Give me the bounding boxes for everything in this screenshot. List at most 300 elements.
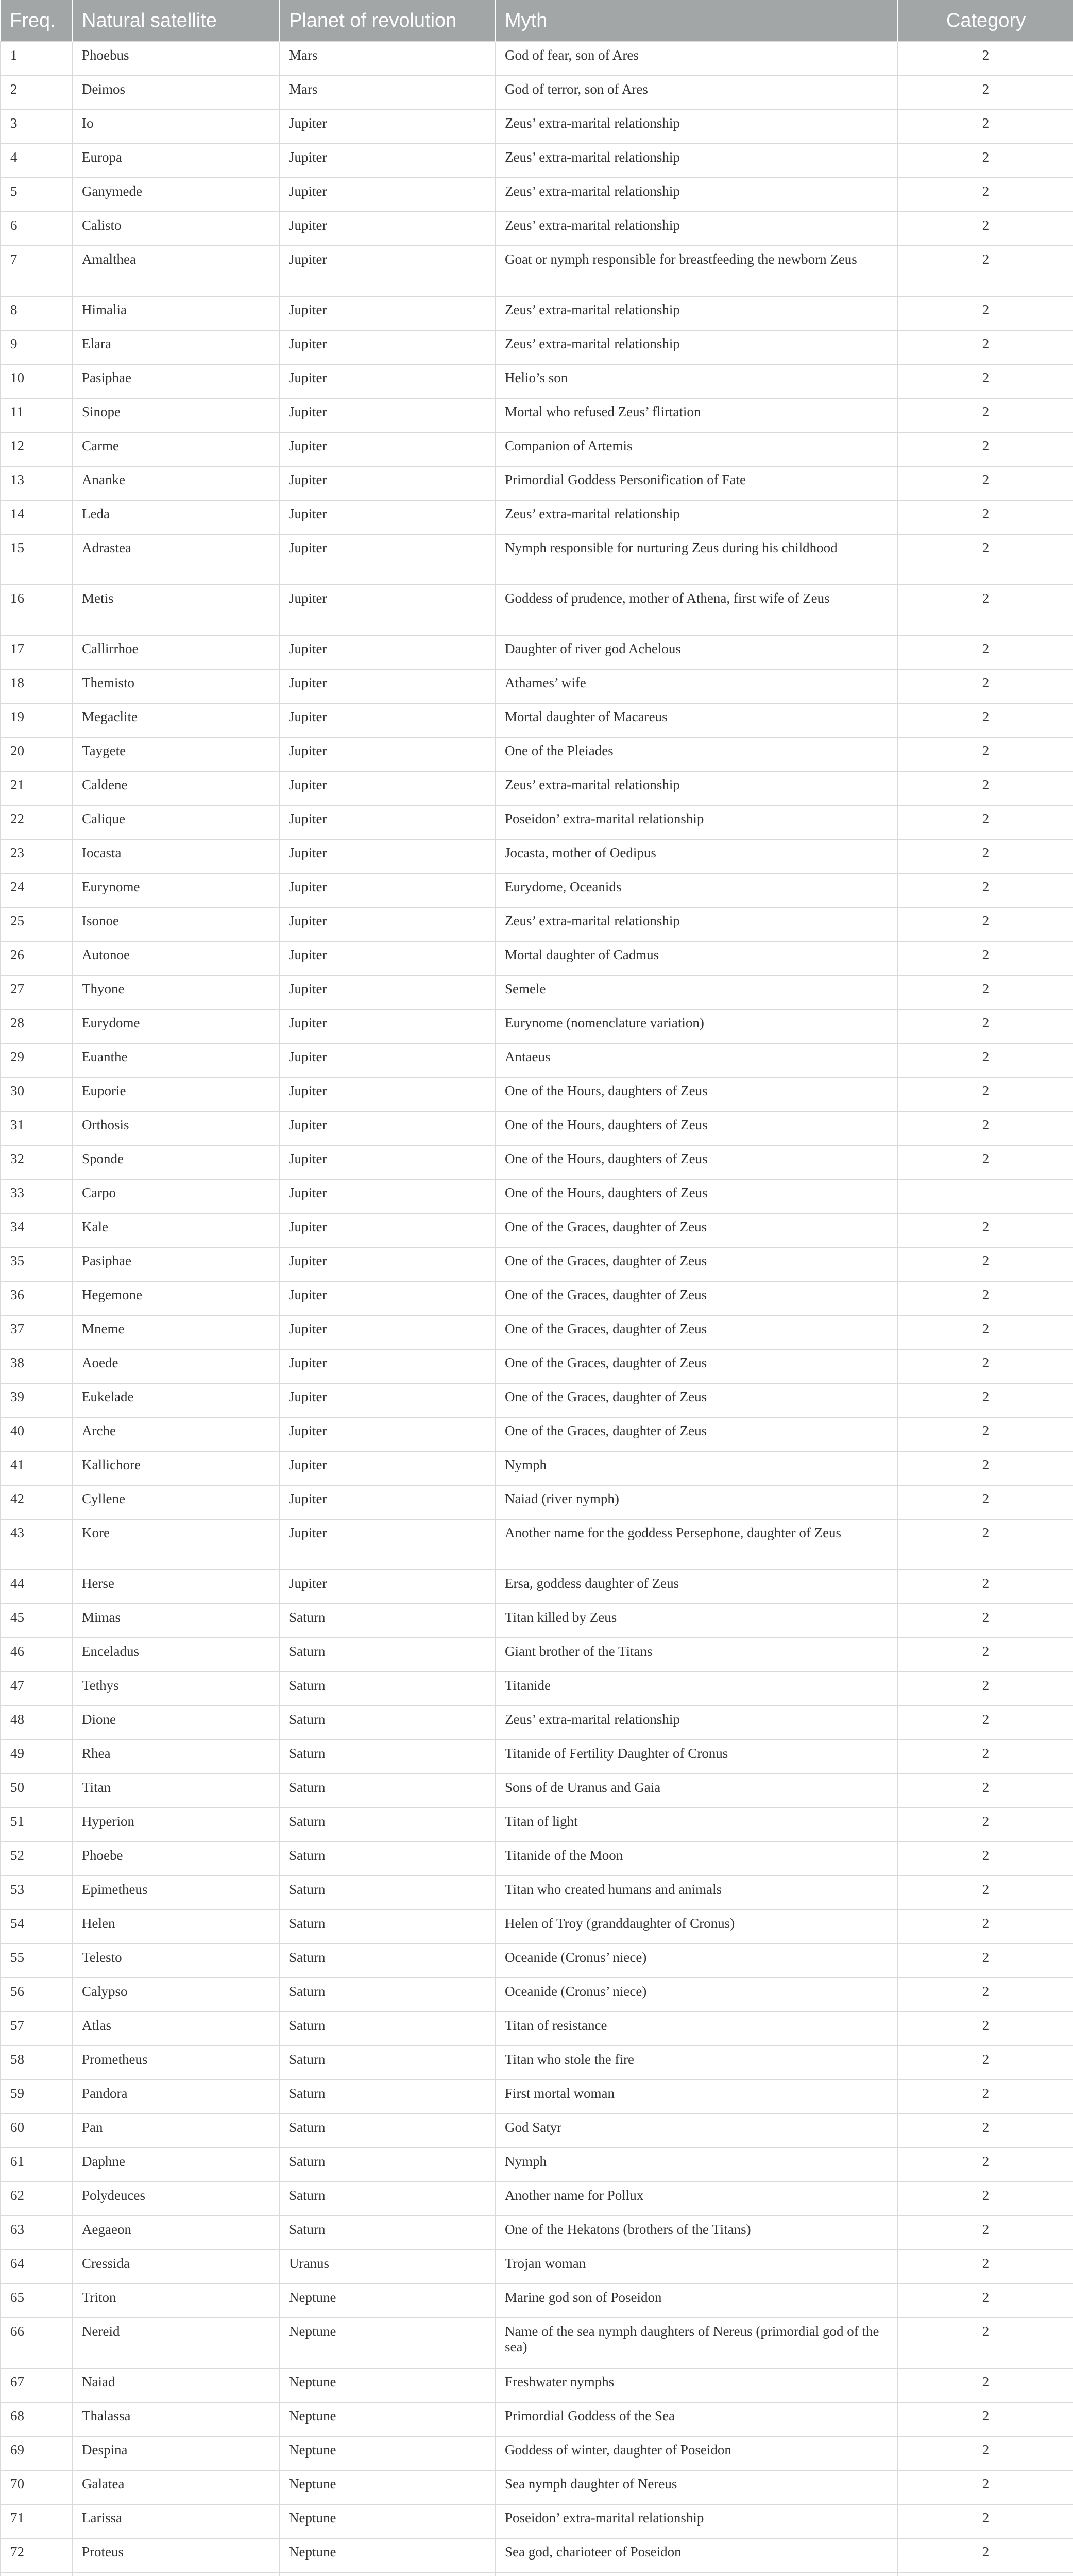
cell-freq: 58 bbox=[1, 2046, 72, 2080]
cell-category: 2 bbox=[898, 296, 1073, 330]
cell-planet: Neptune bbox=[279, 2436, 495, 2470]
cell-satellite: Hyperion bbox=[72, 1808, 279, 1842]
cell-planet: Jupiter bbox=[279, 585, 495, 635]
cell-freq: 28 bbox=[1, 1009, 72, 1043]
cell-myth: Ersa, goddess daughter of Zeus bbox=[495, 1570, 898, 1604]
cell-myth: Antaeus bbox=[495, 1043, 898, 1077]
cell-myth: Sea nymph daughter of Nereus bbox=[495, 2470, 898, 2504]
cell-category: 2 bbox=[898, 1009, 1073, 1043]
cell-freq: 49 bbox=[1, 1740, 72, 1774]
cell-freq: 41 bbox=[1, 1451, 72, 1485]
cell-myth: Companion of Artemis bbox=[495, 432, 898, 466]
cell-category: 2 bbox=[898, 1451, 1073, 1485]
cell-myth: Mortal daughter of Cadmus bbox=[495, 941, 898, 975]
cell-myth: Eurydome, Oceanids bbox=[495, 873, 898, 907]
table-row bbox=[1, 1706, 1073, 1740]
cell-myth: Mortal who refused Zeus’ flirtation bbox=[495, 398, 898, 432]
cell-category: 2 bbox=[898, 2046, 1073, 2080]
cell-category: 2 bbox=[898, 1077, 1073, 1111]
cell-myth: Helio’s son bbox=[495, 364, 898, 398]
cell-myth: Giant brother of the Titans bbox=[495, 1638, 898, 1672]
cell-planet: Jupiter bbox=[279, 110, 495, 144]
cell-freq: 16 bbox=[1, 585, 72, 635]
cell-satellite: Triton bbox=[72, 2284, 279, 2318]
cell-satellite: Deimos bbox=[72, 76, 279, 110]
table-row bbox=[1, 76, 1073, 110]
cell-planet: Saturn bbox=[279, 1978, 495, 2012]
cell-freq: 13 bbox=[1, 466, 72, 500]
cell-category: 2 bbox=[898, 669, 1073, 703]
cell-planet: Jupiter bbox=[279, 178, 495, 212]
cell-myth: One of the Graces, daughter of Zeus bbox=[495, 1349, 898, 1383]
cell-category: 2 bbox=[898, 1349, 1073, 1383]
table-row bbox=[1, 1213, 1073, 1247]
cell-satellite: Elara bbox=[72, 330, 279, 364]
cell-satellite: Larissa bbox=[72, 2504, 279, 2538]
cell-category: 2 bbox=[898, 975, 1073, 1009]
header-natural-satellite: Natural satellite bbox=[72, 0, 279, 42]
cell-satellite: Pandora bbox=[72, 2080, 279, 2114]
cell-freq: 2 bbox=[1, 76, 72, 110]
cell-satellite: Eurydome bbox=[72, 1009, 279, 1043]
cell-myth: Titan who stole the fire bbox=[495, 2046, 898, 2080]
table-row bbox=[1, 1179, 1073, 1213]
cell-satellite: Sinope bbox=[72, 398, 279, 432]
cell-satellite: Hegemone bbox=[72, 1281, 279, 1315]
cell-satellite: Ananke bbox=[72, 466, 279, 500]
cell-category: 2 bbox=[898, 330, 1073, 364]
cell-satellite: Titan bbox=[72, 1774, 279, 1808]
cell-planet: Jupiter bbox=[279, 466, 495, 500]
cell-planet: Jupiter bbox=[279, 805, 495, 839]
cell-category: 2 bbox=[898, 212, 1073, 246]
cell-freq: 40 bbox=[1, 1417, 72, 1451]
cell-satellite: Caldene bbox=[72, 771, 279, 805]
table-row bbox=[1, 1485, 1073, 1519]
cell-category: 2 bbox=[898, 2402, 1073, 2436]
cell-myth: Another name for Pollux bbox=[495, 2182, 898, 2216]
table-row bbox=[1, 2046, 1073, 2080]
table-row bbox=[1, 2284, 1073, 2318]
cell-planet: Jupiter bbox=[279, 1519, 495, 1570]
cell-satellite: Polydeuces bbox=[72, 2182, 279, 2216]
cell-planet: Jupiter bbox=[279, 330, 495, 364]
cell-satellite: Tethys bbox=[72, 1672, 279, 1706]
cell-satellite: Thyone bbox=[72, 975, 279, 1009]
table-row bbox=[1, 2504, 1073, 2538]
cell-freq: 48 bbox=[1, 1706, 72, 1740]
cell-satellite: Pasiphae bbox=[72, 1247, 279, 1281]
table-row bbox=[1, 1570, 1073, 1604]
cell-freq: 30 bbox=[1, 1077, 72, 1111]
cell-planet: Mars bbox=[279, 42, 495, 76]
cell-planet: Jupiter bbox=[279, 1383, 495, 1417]
cell-satellite: Kale bbox=[72, 1213, 279, 1247]
cell-planet: Saturn bbox=[279, 1910, 495, 1944]
table-row bbox=[1, 771, 1073, 805]
table-row bbox=[1, 1247, 1073, 1281]
cell-satellite: Helen bbox=[72, 1910, 279, 1944]
cell-category: 2 bbox=[898, 246, 1073, 296]
cell-satellite: Eurynome bbox=[72, 873, 279, 907]
cell-category: 2 bbox=[898, 2538, 1073, 2572]
cell-myth: Zeus’ extra-marital relationship bbox=[495, 110, 898, 144]
table-row bbox=[1, 2012, 1073, 2046]
cell-freq: 10 bbox=[1, 364, 72, 398]
cell-planet: Saturn bbox=[279, 1944, 495, 1978]
cell-myth: Titan of light bbox=[495, 1808, 898, 1842]
cell-category: 2 bbox=[898, 1417, 1073, 1451]
table-row bbox=[1, 585, 1073, 635]
header-row bbox=[1, 0, 1073, 42]
cell-category: 2 bbox=[898, 1281, 1073, 1315]
cell-freq: 66 bbox=[1, 2318, 72, 2368]
header-category: Category bbox=[898, 0, 1073, 42]
table-row bbox=[1, 1944, 1073, 1978]
cell-satellite: Aoede bbox=[72, 1349, 279, 1383]
cell-satellite: Carme bbox=[72, 432, 279, 466]
table-row bbox=[1, 805, 1073, 839]
cell-myth: Eurynome (nomenclature variation) bbox=[495, 1009, 898, 1043]
cell-planet: Jupiter bbox=[279, 1281, 495, 1315]
table-row bbox=[1, 907, 1073, 941]
cell-freq: 9 bbox=[1, 330, 72, 364]
cell-satellite: Phoebus bbox=[72, 42, 279, 76]
cell-freq: 61 bbox=[1, 2148, 72, 2182]
cell-freq: 6 bbox=[1, 212, 72, 246]
cell-category: 2 bbox=[898, 1604, 1073, 1638]
cell-category: 2 bbox=[898, 1145, 1073, 1179]
cell-freq: 24 bbox=[1, 873, 72, 907]
cell-freq: 18 bbox=[1, 669, 72, 703]
cell-planet: Jupiter bbox=[279, 1417, 495, 1451]
cell-myth: Zeus’ extra-marital relationship bbox=[495, 144, 898, 178]
cell-satellite: Euporie bbox=[72, 1077, 279, 1111]
cell-planet: Jupiter bbox=[279, 1009, 495, 1043]
cell-myth: Nymph bbox=[495, 2148, 898, 2182]
table-row bbox=[1, 2148, 1073, 2182]
cell-planet: Jupiter bbox=[279, 1213, 495, 1247]
cell-myth: Name of the sea nymph daughters of Nereus (primordial god of the sea) bbox=[495, 2318, 898, 2368]
cell-freq: 37 bbox=[1, 1315, 72, 1349]
cell-freq: 53 bbox=[1, 1876, 72, 1910]
cell-freq: 65 bbox=[1, 2284, 72, 2318]
table-header bbox=[1, 0, 1073, 42]
cell-myth: Another name for the goddess Persephone, daughter of Zeus bbox=[495, 1519, 898, 1570]
table-row bbox=[1, 737, 1073, 771]
cell-planet: Saturn bbox=[279, 1842, 495, 1876]
cell-freq: 47 bbox=[1, 1672, 72, 1706]
cell-freq: 56 bbox=[1, 1978, 72, 2012]
cell-planet: Mars bbox=[279, 76, 495, 110]
cell-category: 2 bbox=[898, 1876, 1073, 1910]
table-row bbox=[1, 2250, 1073, 2284]
table-row bbox=[1, 432, 1073, 466]
cell-category: 2 bbox=[898, 1978, 1073, 2012]
cell-planet: Jupiter bbox=[279, 839, 495, 873]
cell-freq: 45 bbox=[1, 1604, 72, 1638]
cell-myth: One of the Graces, daughter of Zeus bbox=[495, 1281, 898, 1315]
cell-freq: 54 bbox=[1, 1910, 72, 1944]
cell-myth: Zeus’ extra-marital relationship bbox=[495, 907, 898, 941]
cell-myth: God of fear, son of Ares bbox=[495, 42, 898, 76]
cell-category: 2 bbox=[898, 2182, 1073, 2216]
cell-myth: Titan who created humans and animals bbox=[495, 1876, 898, 1910]
table-row bbox=[1, 2114, 1073, 2148]
table-row bbox=[1, 1672, 1073, 1706]
cell-myth: God of terror, son of Ares bbox=[495, 76, 898, 110]
cell-category: 2 bbox=[898, 839, 1073, 873]
cell-satellite: Io bbox=[72, 110, 279, 144]
cell-satellite: Mneme bbox=[72, 1315, 279, 1349]
cell-category: 2 bbox=[898, 500, 1073, 534]
cell-category: 2 bbox=[898, 2470, 1073, 2504]
table-row bbox=[1, 1111, 1073, 1145]
cell-planet: Saturn bbox=[279, 2012, 495, 2046]
cell-myth: One of the Hours, daughters of Zeus bbox=[495, 1111, 898, 1145]
cell-freq: 3 bbox=[1, 110, 72, 144]
table-row bbox=[1, 1043, 1073, 1077]
cell-freq: 17 bbox=[1, 635, 72, 669]
cell-freq: 22 bbox=[1, 805, 72, 839]
table-row bbox=[1, 42, 1073, 76]
cell-satellite: Naiad bbox=[72, 2368, 279, 2402]
cell-category: 2 bbox=[898, 1247, 1073, 1281]
cell-satellite: Kallichore bbox=[72, 1451, 279, 1485]
cell-myth: Titanide of Fertility Daughter of Cronus bbox=[495, 1740, 898, 1774]
cell-satellite: Metis bbox=[72, 585, 279, 635]
table-row bbox=[1, 2538, 1073, 2572]
cell-category: 2 bbox=[898, 2114, 1073, 2148]
table-row bbox=[1, 839, 1073, 873]
cell-satellite: Despina bbox=[72, 2436, 279, 2470]
cell-freq: 39 bbox=[1, 1383, 72, 1417]
table-row bbox=[1, 246, 1073, 296]
cell-category: 2 bbox=[898, 2012, 1073, 2046]
table-row bbox=[1, 1281, 1073, 1315]
cell-planet: Jupiter bbox=[279, 1145, 495, 1179]
cell-category: 2 bbox=[898, 2148, 1073, 2182]
cell-freq: 70 bbox=[1, 2470, 72, 2504]
cell-satellite: Iocasta bbox=[72, 839, 279, 873]
table-row bbox=[1, 1349, 1073, 1383]
table-row bbox=[1, 296, 1073, 330]
cell-satellite: Europa bbox=[72, 144, 279, 178]
table-row bbox=[1, 1383, 1073, 1417]
cell-satellite: Himalia bbox=[72, 296, 279, 330]
cell-planet: Saturn bbox=[279, 2046, 495, 2080]
cell-planet: Saturn bbox=[279, 1808, 495, 1842]
cell-freq: 46 bbox=[1, 1638, 72, 1672]
cell-category: 2 bbox=[898, 1706, 1073, 1740]
cell-category: 2 bbox=[898, 1672, 1073, 1706]
cell-category: 2 bbox=[898, 1315, 1073, 1349]
cell-myth: One of the Graces, daughter of Zeus bbox=[495, 1383, 898, 1417]
cell-category: 2 bbox=[898, 432, 1073, 466]
cell-satellite: Sponde bbox=[72, 1145, 279, 1179]
header-myth: Myth bbox=[495, 0, 898, 42]
table-row bbox=[1, 398, 1073, 432]
cell-planet: Jupiter bbox=[279, 1111, 495, 1145]
table-row bbox=[1, 1740, 1073, 1774]
cell-planet: Jupiter bbox=[279, 669, 495, 703]
cell-category: 2 bbox=[898, 364, 1073, 398]
cell-planet: Saturn bbox=[279, 1876, 495, 1910]
cell-planet: Jupiter bbox=[279, 364, 495, 398]
cell-freq: 31 bbox=[1, 1111, 72, 1145]
cell-planet: Jupiter bbox=[279, 737, 495, 771]
cell-category: 2 bbox=[898, 144, 1073, 178]
cell-planet: Jupiter bbox=[279, 907, 495, 941]
cell-satellite: Eukelade bbox=[72, 1383, 279, 1417]
cell-freq: 59 bbox=[1, 2080, 72, 2114]
cell-myth: Semele bbox=[495, 975, 898, 1009]
cell-category: 2 bbox=[898, 585, 1073, 635]
cell-myth: Athames’ wife bbox=[495, 669, 898, 703]
cell-category bbox=[898, 1179, 1073, 1213]
cell-myth: Zeus’ extra-marital relationship bbox=[495, 771, 898, 805]
table-row bbox=[1, 1009, 1073, 1043]
cell-freq: 64 bbox=[1, 2250, 72, 2284]
cell-satellite: Calique bbox=[72, 805, 279, 839]
cell-myth: One of the Graces, daughter of Zeus bbox=[495, 1417, 898, 1451]
cell-freq: 69 bbox=[1, 2436, 72, 2470]
cell-myth: Jocasta, mother of Oedipus bbox=[495, 839, 898, 873]
cell-myth: One of the Graces, daughter of Zeus bbox=[495, 1315, 898, 1349]
cell-satellite: Dione bbox=[72, 1706, 279, 1740]
cell-satellite: Euanthe bbox=[72, 1043, 279, 1077]
cell-satellite: Epimetheus bbox=[72, 1876, 279, 1910]
cell-satellite: Ganymede bbox=[72, 178, 279, 212]
cell-myth: One of the Hekatons (brothers of the Titans) bbox=[495, 2216, 898, 2250]
cell-category: 2 bbox=[898, 2318, 1073, 2368]
cell-satellite: Cyllene bbox=[72, 1485, 279, 1519]
cell-freq: 36 bbox=[1, 1281, 72, 1315]
cell-category: 2 bbox=[898, 805, 1073, 839]
cell-planet: Saturn bbox=[279, 1706, 495, 1740]
cell-freq: 7 bbox=[1, 246, 72, 296]
cell-planet: Jupiter bbox=[279, 975, 495, 1009]
cell-myth: One of the Hours, daughters of Zeus bbox=[495, 1077, 898, 1111]
cell-planet: Jupiter bbox=[279, 873, 495, 907]
cell-planet: Jupiter bbox=[279, 1179, 495, 1213]
cell-myth: Titanide of the Moon bbox=[495, 1842, 898, 1876]
cell-planet: Saturn bbox=[279, 1672, 495, 1706]
cell-satellite: Leda bbox=[72, 500, 279, 534]
cell-planet: Neptune bbox=[279, 2284, 495, 2318]
cell-planet: Saturn bbox=[279, 2216, 495, 2250]
cell-freq: 38 bbox=[1, 1349, 72, 1383]
cell-satellite: Carpo bbox=[72, 1179, 279, 1213]
cell-myth bbox=[495, 2572, 898, 2576]
cell-satellite: Megaclite bbox=[72, 703, 279, 737]
cell-category: 2 bbox=[898, 2368, 1073, 2402]
table-row bbox=[1, 2402, 1073, 2436]
cell-satellite: Nereid bbox=[72, 2318, 279, 2368]
table-row bbox=[1, 1315, 1073, 1349]
table-row bbox=[1, 466, 1073, 500]
cell-planet: Neptune bbox=[279, 2504, 495, 2538]
cell-category: 2 bbox=[898, 178, 1073, 212]
table-row bbox=[1, 703, 1073, 737]
cell-freq: 23 bbox=[1, 839, 72, 873]
cell-myth: Primordial Goddess Personification of Fate bbox=[495, 466, 898, 500]
cell-satellite: Isonoe bbox=[72, 907, 279, 941]
cell-category: 2 bbox=[898, 1944, 1073, 1978]
cell-planet: Uranus bbox=[279, 2250, 495, 2284]
cell-satellite: Herse bbox=[72, 1570, 279, 1604]
cell-satellite: Orthosis bbox=[72, 1111, 279, 1145]
table-row bbox=[1, 1638, 1073, 1672]
cell-myth: Sea god, charioteer of Poseidon bbox=[495, 2538, 898, 2572]
cell-myth: Zeus’ extra-marital relationship bbox=[495, 212, 898, 246]
table-row bbox=[1, 2182, 1073, 2216]
table-row bbox=[1, 1842, 1073, 1876]
cell-category: 2 bbox=[898, 941, 1073, 975]
cell-satellite: Galatea bbox=[72, 2470, 279, 2504]
cell-satellite: Kore bbox=[72, 1519, 279, 1570]
cell-freq bbox=[1, 2572, 72, 2576]
cell-satellite: Calypso bbox=[72, 1978, 279, 2012]
cell-myth: First mortal woman bbox=[495, 2080, 898, 2114]
cell-planet: Saturn bbox=[279, 1774, 495, 1808]
cell-planet: Neptune bbox=[279, 2368, 495, 2402]
cell-freq: 20 bbox=[1, 737, 72, 771]
cell-planet: Jupiter bbox=[279, 941, 495, 975]
cell-category: 2 bbox=[898, 2504, 1073, 2538]
header-planet-of-revolution: Planet of revolution bbox=[279, 0, 495, 42]
cell-freq: 8 bbox=[1, 296, 72, 330]
cell-myth: Helen of Troy (granddaughter of Cronus) bbox=[495, 1910, 898, 1944]
cell-myth: Poseidon’ extra-marital relationship bbox=[495, 805, 898, 839]
cell-planet: Jupiter bbox=[279, 635, 495, 669]
cell-satellite: Proteus bbox=[72, 2538, 279, 2572]
table-row bbox=[1, 1774, 1073, 1808]
cell-freq: 32 bbox=[1, 1145, 72, 1179]
cell-satellite: Callirrhoe bbox=[72, 635, 279, 669]
cell-planet: Jupiter bbox=[279, 144, 495, 178]
table-row bbox=[1, 2470, 1073, 2504]
cell-myth: One of the Hours, daughters of Zeus bbox=[495, 1179, 898, 1213]
table-row bbox=[1, 534, 1073, 585]
cell-myth: Nymph bbox=[495, 1451, 898, 1485]
table-row bbox=[1, 1604, 1073, 1638]
table-row bbox=[1, 1451, 1073, 1485]
cell-category: 2 bbox=[898, 2080, 1073, 2114]
table-row bbox=[1, 941, 1073, 975]
cell-satellite: Pasiphae bbox=[72, 364, 279, 398]
cell-freq: 35 bbox=[1, 1247, 72, 1281]
table-row bbox=[1, 2436, 1073, 2470]
cell-myth: Primordial Goddess of the Sea bbox=[495, 2402, 898, 2436]
cell-myth: One of the Graces, daughter of Zeus bbox=[495, 1247, 898, 1281]
cell-myth: Naiad (river nymph) bbox=[495, 1485, 898, 1519]
cell-satellite: Phoebe bbox=[72, 1842, 279, 1876]
cell-myth: Zeus’ extra-marital relationship bbox=[495, 330, 898, 364]
table-row bbox=[1, 212, 1073, 246]
cell-myth: Goddess of prudence, mother of Athena, first wife of Zeus bbox=[495, 585, 898, 635]
cell-category: 2 bbox=[898, 76, 1073, 110]
cell-myth: Marine god son of Poseidon bbox=[495, 2284, 898, 2318]
cell-satellite: Themisto bbox=[72, 669, 279, 703]
cell-freq: 67 bbox=[1, 2368, 72, 2402]
cell-planet: Jupiter bbox=[279, 771, 495, 805]
cell-myth: Titanide bbox=[495, 1672, 898, 1706]
cell-satellite: Cressida bbox=[72, 2250, 279, 2284]
cell-freq: 26 bbox=[1, 941, 72, 975]
cell-satellite: Calisto bbox=[72, 212, 279, 246]
cell-myth: Daughter of river god Achelous bbox=[495, 635, 898, 669]
